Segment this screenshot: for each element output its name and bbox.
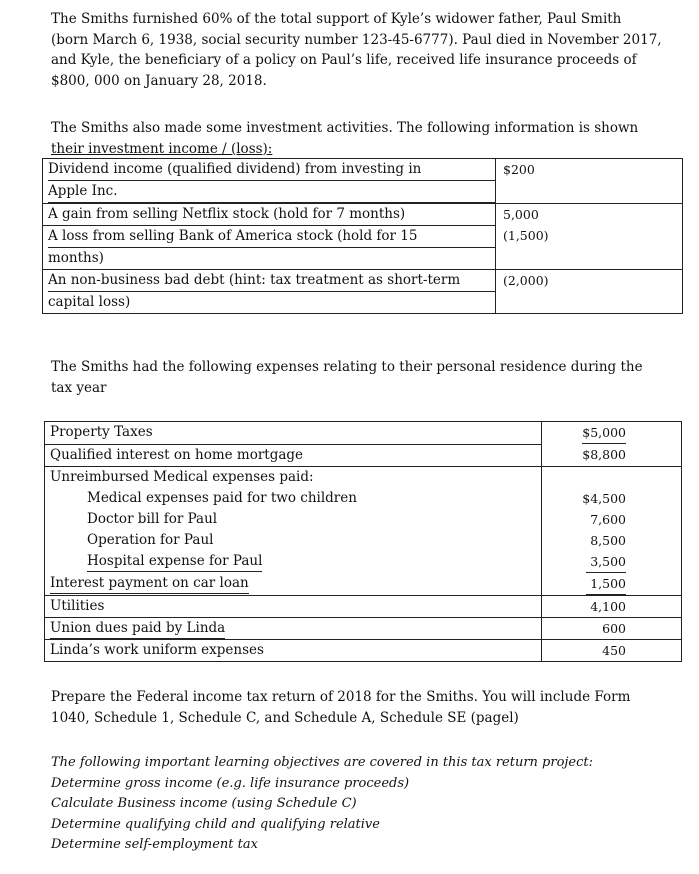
investment-paragraph (51, 118, 671, 159)
table-row (45, 488, 682, 509)
expense-label: Medical expenses paid for two children (45, 488, 542, 509)
expense-amount: 7,600 (542, 509, 682, 530)
text-line: The Smiths also made some investment activities. The following information is shown (51, 120, 639, 136)
expense-label: Hospital expense for Paul (45, 551, 542, 573)
expense-label: Union dues paid by Linda (45, 617, 542, 639)
expense-amount (542, 466, 682, 488)
expense-amount: 8,500 (542, 530, 682, 551)
investment-table (42, 158, 683, 314)
table-row (45, 509, 682, 530)
table-row (45, 466, 682, 488)
expenses-table (44, 421, 682, 662)
table-row (43, 204, 683, 226)
expense-label: Unreimbursed Medical expenses paid: (45, 466, 542, 488)
expense-label: Doctor bill for Paul (45, 509, 542, 530)
objective-line: The following important learning objectives are covered in this tax return project: (51, 755, 594, 770)
text-line: (born March 6, 1938, social security number 123-45-6777). Paul died in November 2017, (51, 31, 662, 48)
table-row (43, 159, 683, 204)
table-row (45, 444, 682, 466)
table-cell-amount: (2,000) (496, 270, 683, 314)
text-line: $800, 000 on January 28, 2018. (51, 72, 267, 89)
expense-label: Qualified interest on home mortgage (45, 444, 542, 466)
expense-label: Operation for Paul (45, 530, 542, 551)
table-row (45, 422, 682, 445)
learning-objectives (51, 753, 593, 856)
amount: 5,000 (503, 207, 539, 222)
expense-label: Linda’s work uniform expenses (45, 639, 542, 661)
expense-label: Interest payment on car loan (45, 573, 542, 596)
expense-amount: $8,800 (542, 444, 682, 466)
expense-amount: $4,500 (542, 488, 682, 509)
expense-amount: 4,100 (542, 595, 682, 617)
text-line: Prepare the Federal income tax return of 2018 for the Smiths. You will include Form (51, 689, 631, 705)
objective-line: Determine gross income (e.g. life insurance proceeds) (51, 775, 410, 791)
table-row (45, 595, 682, 617)
expense-label: Utilities (45, 595, 542, 617)
table-cell-desc: A gain from selling Netflix stock (hold for 7 months) (43, 204, 496, 226)
table-row (45, 573, 682, 596)
table-row (45, 551, 682, 573)
text-line: their investment income / (loss): (51, 140, 273, 157)
intro-paragraph (51, 9, 671, 91)
expense-amount: 1,500 (542, 573, 682, 596)
expense-amount: $5,000 (542, 422, 682, 445)
table-cell-desc: Dividend income (qualified dividend) from investing in Apple Inc. (43, 159, 496, 204)
table-cell-amount: $200 (496, 159, 683, 204)
text-line: The Smiths had the following expenses relating to their personal residence during the (51, 359, 643, 375)
table-row (45, 617, 682, 639)
table-cell-amount (496, 204, 683, 270)
objective-line: Determine qualifying child and qualifying relative (51, 816, 380, 832)
expense-amount: 3,500 (542, 551, 682, 573)
amount: (1,500) (503, 228, 549, 243)
residence-paragraph (51, 357, 671, 398)
table-cell-desc: An non-business bad debt (hint: tax treatment as short-term capital loss) (43, 270, 496, 314)
table-row (45, 639, 682, 661)
expense-amount: 600 (542, 617, 682, 639)
text-line: tax year (51, 379, 107, 396)
expense-amount: 450 (542, 639, 682, 661)
text-line: The Smiths furnished 60% of the total support of Kyle’s widower father, Paul Smith (51, 11, 622, 27)
text-line: and Kyle, the beneficiary of a policy on Paul’s life, received life insurance proceeds of (51, 52, 637, 68)
table-row (45, 530, 682, 551)
objective-line: Determine self-employment tax (51, 837, 258, 852)
text-line: 1040, Schedule 1, Schedule C, and Schedule A, Schedule SE (pagel) (51, 709, 519, 726)
instructions-paragraph (51, 687, 671, 728)
table-cell-desc: A loss from selling Bank of America stock (hold for 15 months) (43, 226, 496, 270)
objective-line: Calculate Business income (using Schedule C) (51, 796, 357, 811)
expense-label: Property Taxes (45, 422, 542, 445)
table-row (43, 270, 683, 314)
